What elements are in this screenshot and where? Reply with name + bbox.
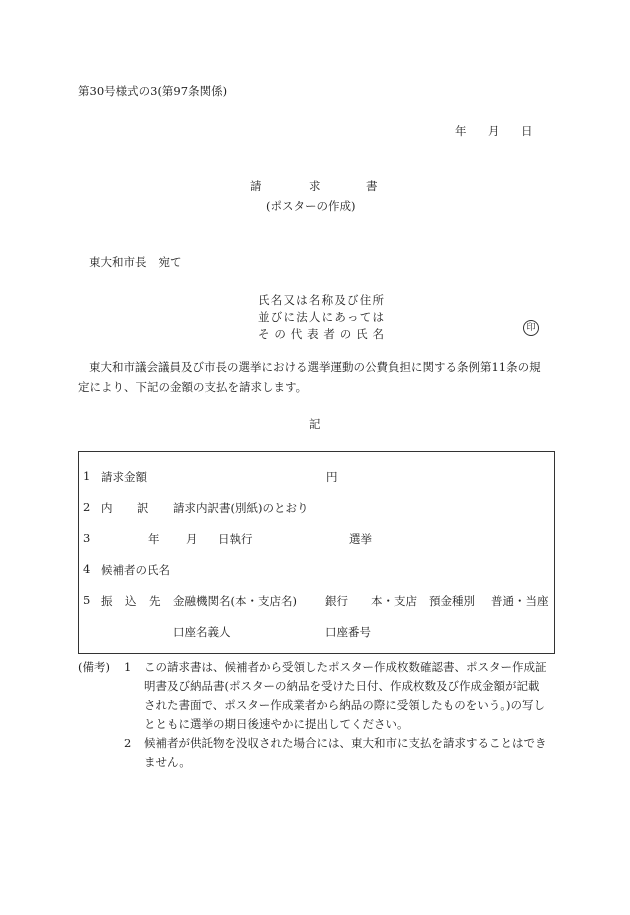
item-5-label-b: 込 [125, 594, 137, 608]
applicant-line-1: 氏名又は名称及び住所 [258, 293, 384, 307]
applicant-line-3: その代表者の氏名 [258, 327, 384, 341]
addressee [89, 254, 182, 270]
addressee-honorific: 宛て [158, 255, 182, 269]
item-2-value: 請求内訳書(別紙)のとおり [173, 501, 309, 515]
notes-label: (備考) [78, 660, 110, 674]
applicant-line-2: 並びに法人にあっては [258, 310, 384, 324]
title-char-3: 書 [366, 179, 378, 193]
items-box [78, 451, 555, 654]
item-3-day: 日執行 [218, 532, 253, 546]
request-statement-text: 東大和市議会議員及び市長の選挙における選挙運動の公費負担に関する条例第11条の規定により、下記の金額の支払を請求します。 [78, 360, 541, 394]
item-3-election: 選挙 [349, 532, 372, 546]
item-1-number: 1 [83, 469, 91, 483]
item-5-account-number: 口座番号 [325, 625, 371, 639]
form-number: 第30号様式の3(第97条関係) [78, 84, 228, 98]
note-2-number: 2 [124, 736, 132, 750]
date-day: 日 [521, 124, 533, 138]
item-1-label: 請求金額 [101, 470, 147, 484]
item-5-number: 5 [83, 593, 91, 607]
item-5-bank: 銀行 [325, 594, 348, 608]
applicant-block [258, 292, 384, 343]
ki-text: 記 [309, 417, 321, 431]
item-5-label-a: 振 [101, 594, 113, 608]
item-5-branch: 本・支店 [371, 594, 417, 608]
item-4-label: 候補者の氏名 [101, 563, 170, 577]
item-3-month: 月 [186, 532, 198, 546]
item-1-unit: 円 [326, 470, 338, 484]
date-month: 月 [488, 124, 500, 138]
item-3-year: 年 [148, 532, 160, 546]
item-3-number: 3 [83, 531, 91, 545]
note-2 [124, 734, 549, 772]
note-1 [124, 658, 549, 734]
addressee-name: 東大和市長 [89, 255, 147, 269]
subtitle-text: (ポスターの作成) [266, 199, 356, 213]
item-4-number: 4 [83, 562, 91, 576]
date-line [455, 123, 533, 139]
item-2-label-a: 内 [101, 501, 113, 515]
note-1-text: この請求書は、候補者から受領したポスター作成枚数確認書、ポスター作成証明書及び納品書(ポスターの納品を受けた日付、作成枚数及び作成金額が記載された書面で、ポスター作成業者から納品の際に受領したものをいう。)の写しとともに選挙の期日後速やかに提出してください。 [144, 660, 547, 731]
title-char-1: 請 [250, 179, 262, 193]
note-2-text: 候補者が供託物を没収された場合には、東大和市に支払を請求することはできません。 [144, 736, 547, 769]
title-char-2: 求 [309, 179, 321, 193]
note-1-number: 1 [124, 660, 132, 674]
item-2-number: 2 [83, 500, 91, 514]
request-statement [78, 357, 550, 397]
item-5-account-holder: 口座名義人 [173, 625, 231, 639]
date-year: 年 [455, 124, 467, 138]
item-5-label-c: 先 [149, 594, 161, 608]
item-2-label-b: 訳 [137, 501, 149, 515]
item-5-deposit-type: 預金種別 [429, 594, 475, 608]
item-5-deposit-value: 普通・当座 [491, 594, 549, 608]
seal-mark: 印 [523, 320, 539, 336]
item-5-bank-name: 金融機関名(本・支店名) [173, 594, 297, 608]
